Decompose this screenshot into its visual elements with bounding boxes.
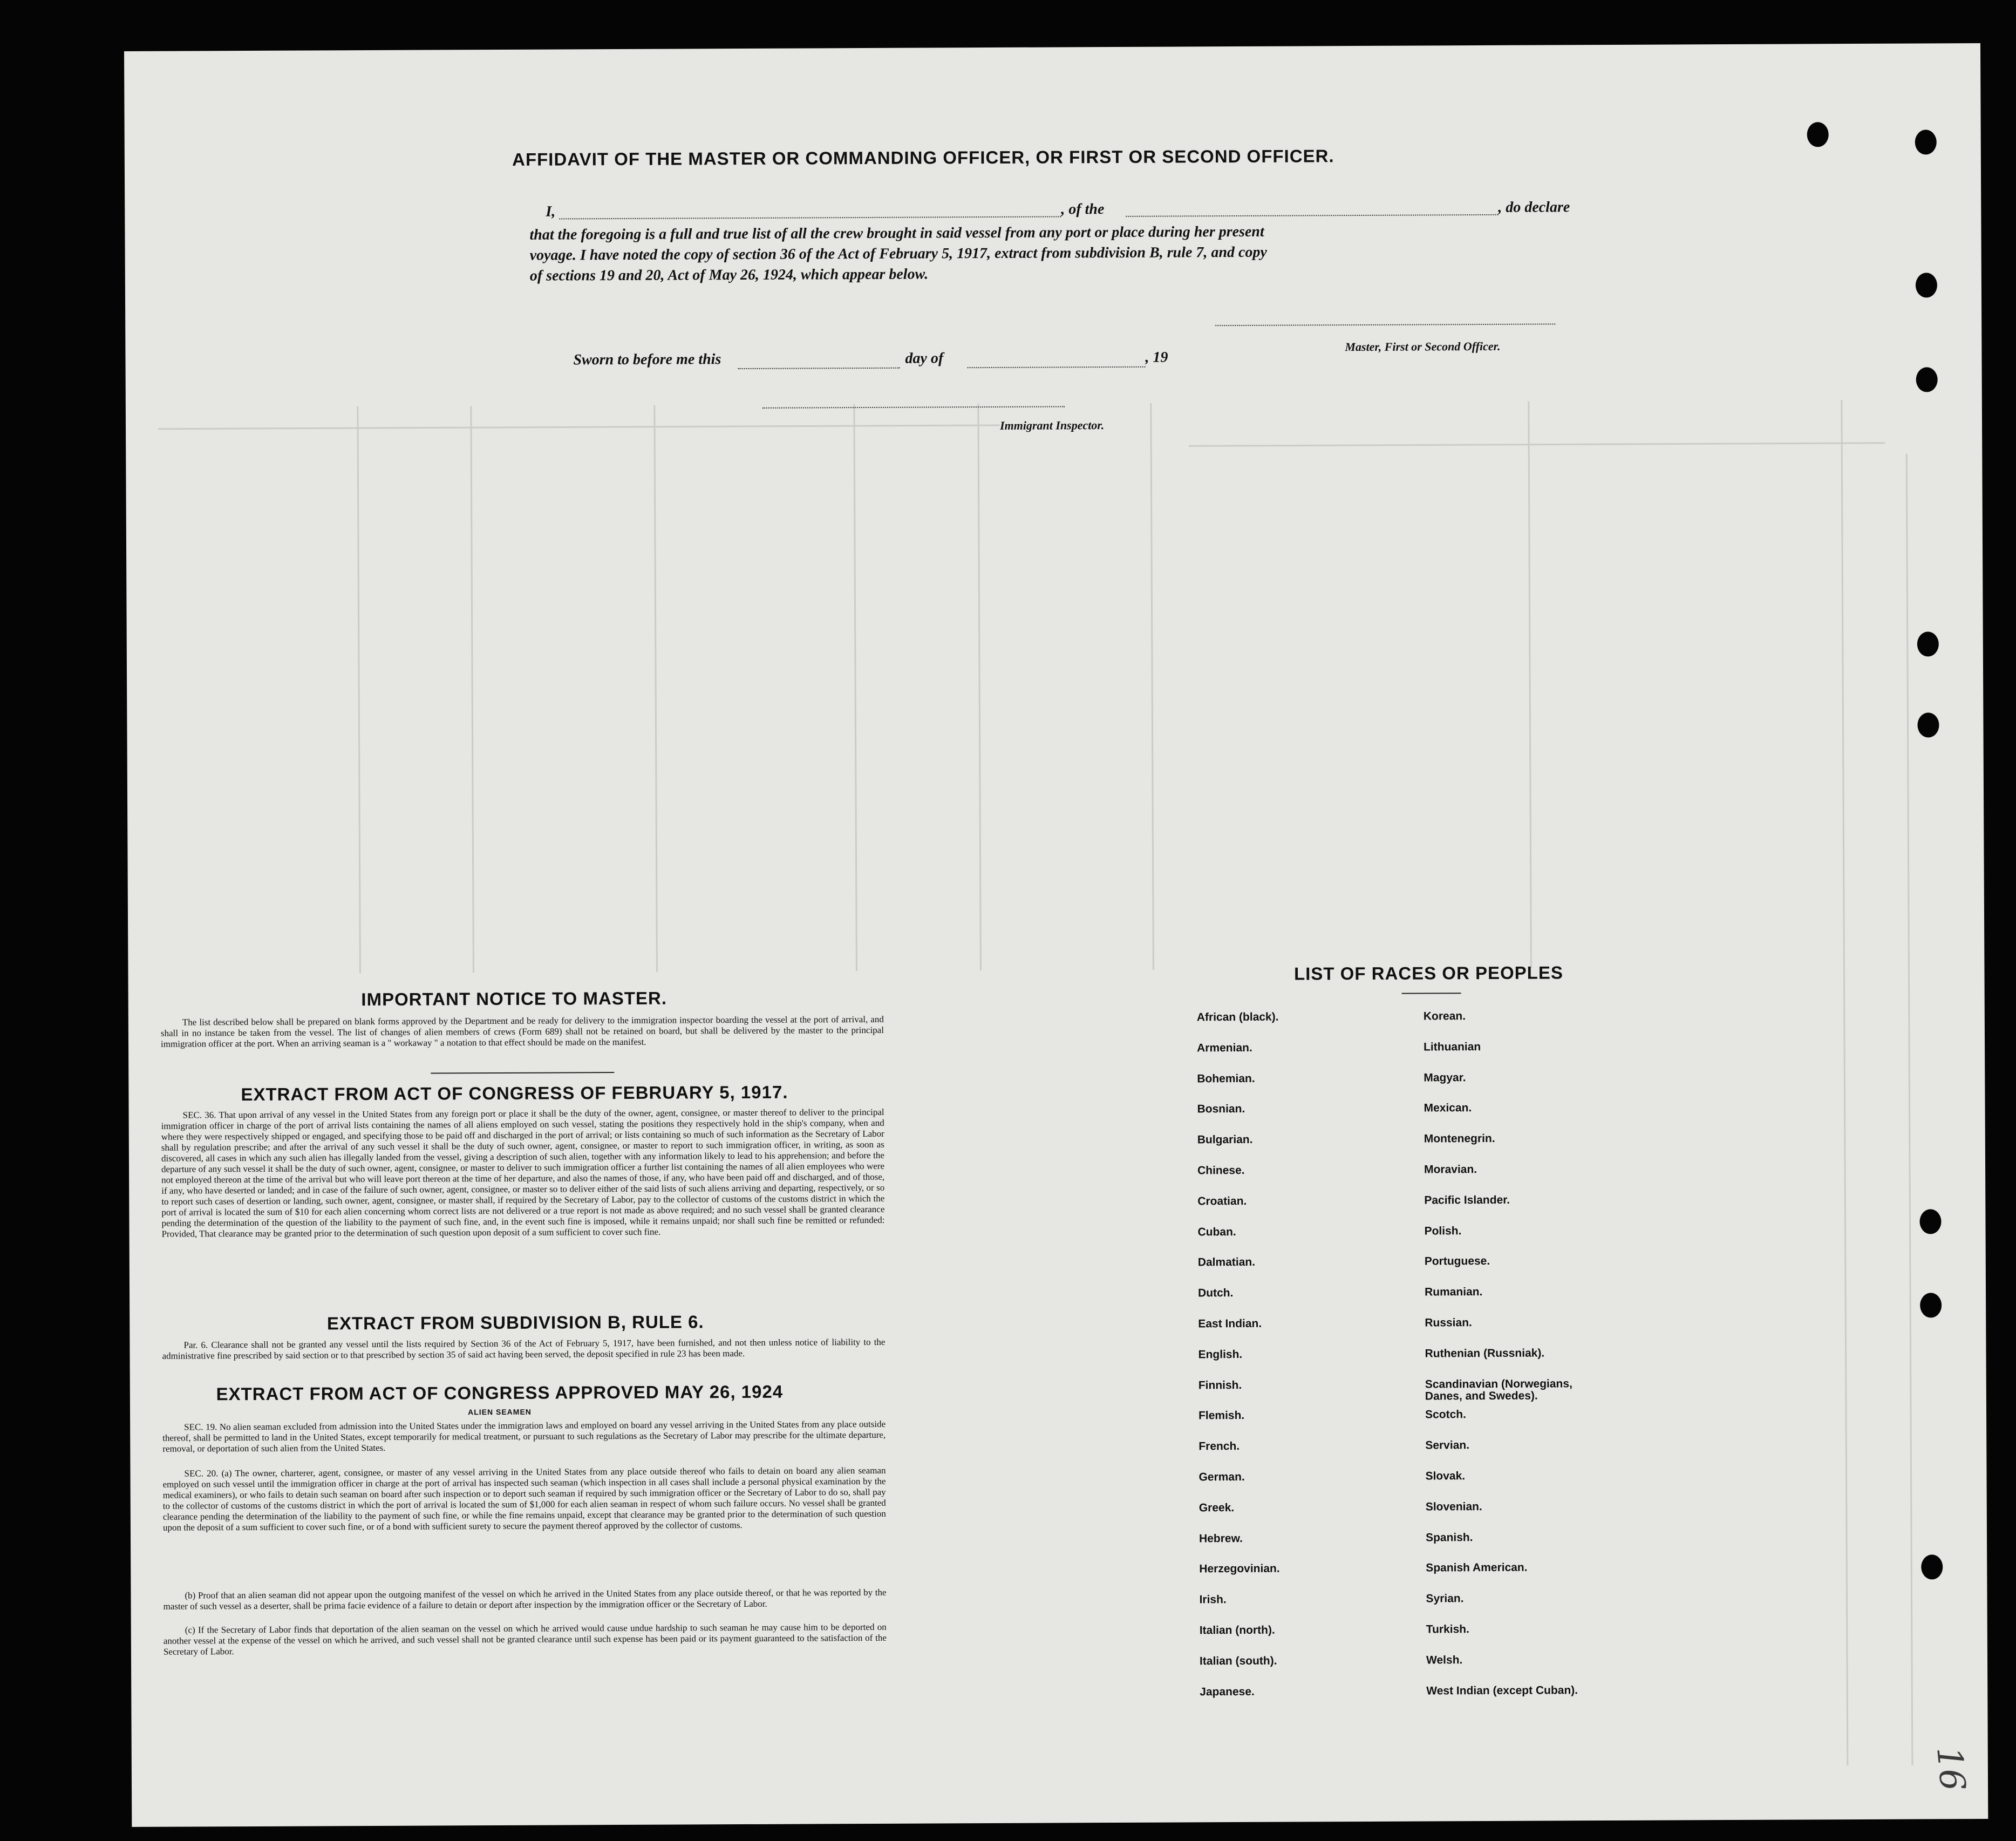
master-label: Master, First or Second Officer.	[1345, 339, 1501, 354]
race-item: Italian (north).	[1199, 1623, 1275, 1637]
race-item: Slovak.	[1425, 1470, 1466, 1483]
extract-1924-sec20a: SEC. 20. (a) The owner, charterer, agent, consignee, or master of any vessel arriving in the United States from any place outside thereof who fails to detain on board any alien seaman employed on such vessel until the immigration officer in charge at the port of arrival has inspected such seaman (which inspection in all cases shall include a personal physical examination by the medical examiners), or who fails to detain such seaman on board after such inspection or to deport such seaman if required by such immigration officer or the Secretary of Labor to do so, shall pay to the collector of customs of the customs district in which the port of arrival is located the sum of $1,000 for each alien seaman in respect of whom such failure occurs. No vessel shall be granted clearance pending the determination of the liability to the payment of such fine, or while the fine remains unpaid, except that clearance may be granted prior to the determination of such question upon the deposit of a sum sufficient to cover such fine, or of a bond with sufficient surety to secure the payment thereof approved by the collector of customs.	[162, 1465, 886, 1533]
race-item: Russian.	[1425, 1316, 1472, 1329]
race-item: West Indian (except Cuban).	[1426, 1683, 1578, 1697]
affiant-label: I,	[546, 203, 556, 220]
race-item: Korean.	[1423, 1010, 1466, 1023]
race-item: Polish.	[1424, 1224, 1462, 1238]
race-item: Spanish American.	[1426, 1561, 1528, 1574]
punch-hole	[1917, 631, 1939, 656]
races-title: LIST OF RACES OR PEOPLES	[1293, 962, 1563, 984]
race-item: Ruthenian (Russniak).	[1425, 1347, 1545, 1360]
race-item: Servian.	[1425, 1439, 1470, 1452]
punch-hole	[1807, 122, 1829, 147]
subdivision-title: EXTRACT FROM SUBDIVISION B, RULE 6.	[326, 1312, 704, 1334]
race-item: Armenian.	[1197, 1041, 1252, 1055]
affidavit-line-2: voyage. I have noted the copy of section 36 of the Act of February 5, 1917, extract from subdivision B, rule 7, and copy	[529, 243, 1267, 264]
race-item: Slovenian.	[1425, 1500, 1482, 1513]
sworn-label: Sworn to before me this	[573, 351, 721, 369]
race-item: French.	[1198, 1440, 1240, 1453]
notice-text: The list described below shall be prepared on blank forms approved by the Department and be ready for delivery to the immigration inspector boarding the vessel at the port of arrival, and shall in no instance be taken from the vessel. The list of changes of alien members of crews (Form 689) shall not be retained on board, but shall be delivered by the master to the principal immigration officer at the port. When an arriving seaman is a " workaway " a notation to that effect should be made on the manifest.	[160, 1014, 884, 1049]
race-item: Lithuanian	[1424, 1040, 1481, 1054]
punch-hole	[1921, 1554, 1943, 1579]
race-item: Bulgarian.	[1197, 1133, 1253, 1146]
of-the-label: , of the	[1061, 201, 1105, 218]
race-item: Dalmatian.	[1197, 1256, 1256, 1269]
day-of-label: day of	[905, 350, 944, 367]
race-item: Chinese.	[1197, 1164, 1245, 1177]
race-item: Hebrew.	[1198, 1532, 1243, 1545]
race-item: Herzegovinian.	[1199, 1563, 1280, 1575]
punch-hole	[1917, 712, 1939, 737]
race-item: Turkish.	[1426, 1623, 1469, 1636]
race-item: Scotch.	[1425, 1408, 1466, 1421]
race-item: Syrian.	[1426, 1592, 1464, 1605]
race-item: Welsh.	[1426, 1653, 1463, 1667]
punch-hole	[1915, 130, 1937, 154]
race-item: Mexican.	[1424, 1102, 1472, 1115]
extract-1917-title: EXTRACT FROM ACT OF CONGRESS OF FEBRUARY 5, 1917.	[241, 1082, 788, 1105]
document-page	[124, 43, 1988, 1827]
affidavit-title: AFFIDAVIT OF THE MASTER OR COMMANDING OFFICER, OR FIRST OR SECOND OFFICER.	[512, 146, 1334, 169]
subdivision-text: Par. 6. Clearance shall not be granted any vessel until the lists required by Section 36 of the Act of February 5, 1917, have been furnished, and not then unless notice of liability to the administrative fine prescribed by said section or to that prescribed by section 35 of said act having been served, the deposit specified in rule 23 has been made.	[162, 1336, 886, 1361]
race-item: African (black).	[1196, 1010, 1279, 1024]
race-item: Italian (south).	[1199, 1654, 1277, 1668]
punch-hole	[1919, 1209, 1941, 1234]
punch-hole	[1920, 1293, 1942, 1317]
race-item: Pacific Islander.	[1424, 1193, 1510, 1207]
do-declare-label: , do declare	[1498, 199, 1570, 216]
extract-1924-sec20c: (c) If the Secretary of Labor finds that deportation of the alien seaman on the vessel on which he arrived would cause undue hardship to such seaman he may cause him to be deported on another vessel at the expense of the vessel on which he arrived, and such vessel shall not be granted clearance until such expense has been paid or its payment guaranteed to the satisfaction of the Secretary of Labor.	[163, 1621, 887, 1657]
year-label: , 19	[1145, 349, 1168, 366]
race-item: English.	[1198, 1348, 1243, 1361]
race-item: Bosnian.	[1197, 1103, 1245, 1116]
race-item: Spanish.	[1425, 1531, 1473, 1544]
inspector-label: Immigrant Inspector.	[999, 418, 1105, 432]
race-item: Montenegrin.	[1424, 1132, 1495, 1145]
race-item: Greek.	[1198, 1501, 1235, 1514]
race-item: Moravian.	[1424, 1163, 1477, 1176]
extract-1917-text: SEC. 36. That upon arrival of any vessel in the United States from any foreign port or place it shall be the duty of the owner, agent, consignee, or master thereof to deliver to the principal immigration officer in charge of the port of arrival lists containing the names of all aliens employed on such vessel, stating the positions they respectively hold in the ship's company, when and where they were respectively shipped or engaged, and specifying those to be paid off and discharged in the port of arrival; or lists containing so much of such information as the Secretary of Labor shall by regulation prescribe; and after the arrival of any such vessel it shall be the duty of such owner, agent, consignee, or master to report to such immigration officer, in writing, as soon as discovered, all cases in which any such alien has illegally landed from the vessel, giving a description of such alien, together with any information likely to lead to his apprehension; and before the departure of any such vessel it shall be the duty of such owner, agent, consignee, or master to deliver to such immigration officer a further list containing the names of all alien employees who were not employed thereon at the time of the arrival but who will leave port thereon at the time of her departure, and also the names of those, if any, who have been paid off and discharged, and of those, if any, who have deserted or landed; and in case of the failure of such owner, agent, consignee, or master so to deliver either of the said lists of such aliens arriving and departing, respectively, or so to report such cases of desertion or landing, such owner, agent, consignee, or master shall, if required by the Secretary of Labor, pay to the collector of customs of the customs district in which the port of arrival is located the sum of $10 for each alien concerning whom correct lists are not delivered or a true report is not made as above required; and no such vessel shall be granted clearance pending the determination of the question of the liability to the payment of such fine, and, in the event such fine is imposed, while it remains unpaid; nor shall such fine be remitted or refunded: Provided, That clearance may be granted prior to the determination of such question upon deposit of a sum sufficient to cover such fine.	[161, 1106, 885, 1239]
affidavit-line-1: that the foregoing is a full and true list of all the crew brought in said vessel from any port or place during her present	[529, 223, 1264, 243]
race-item: Rumanian.	[1425, 1286, 1483, 1299]
punch-hole	[1916, 367, 1938, 392]
extract-1924-sec19: SEC. 19. No alien seaman excluded from admission into the United States under the immigration laws and employed on board any vessel arriving in the United States from any place outside thereof, shall be permitted to land in the United States, except temporarily for medical treatment, or pursuant to such regulations as the Secretary of Labor may prescribe for the ultimate departure, removal, or deportation of such alien from the United States.	[162, 1418, 886, 1454]
race-item: Cuban.	[1197, 1225, 1236, 1238]
race-item: Dutch.	[1198, 1287, 1234, 1300]
races-list	[1197, 1009, 1794, 1730]
race-item: East Indian.	[1198, 1317, 1262, 1330]
extract-1924-subtitle: ALIEN SEAMEN	[468, 1407, 532, 1417]
affidavit-line-3: of sections 19 and 20, Act of May 26, 1924, which appear below.	[529, 266, 929, 284]
race-item: Magyar.	[1424, 1071, 1466, 1084]
race-item: Bohemian.	[1197, 1072, 1255, 1085]
race-item: German.	[1198, 1470, 1245, 1484]
notice-title: IMPORTANT NOTICE TO MASTER.	[361, 988, 668, 1010]
race-item: Japanese.	[1200, 1685, 1255, 1698]
race-item: Finnish.	[1198, 1378, 1242, 1391]
race-item: Scandinavian (Norwegians, Danes, and Swedes).	[1425, 1377, 1572, 1403]
extract-1924-title: EXTRACT FROM ACT OF CONGRESS APPROVED MAY 26, 1924	[216, 1381, 784, 1404]
punch-hole	[1916, 273, 1937, 297]
race-item: Portuguese.	[1424, 1255, 1490, 1268]
race-item: Irish.	[1199, 1593, 1227, 1606]
races-right-column	[1424, 1009, 1761, 1716]
extract-1924-sec20b: (b) Proof that an alien seaman did not appear upon the outgoing manifest of the vessel on which he arrived in the United States from any place outside thereof, or that he was reported by the master of such vessel as a deserter, shall be prima facie evidence of a failure to detain or deport after inspection by the immigration officer or the Secretary of Labor.	[163, 1587, 887, 1612]
page-number: 16	[1929, 1745, 1973, 1793]
races-left-column	[1197, 1011, 1427, 1717]
race-item: Croatian.	[1197, 1194, 1247, 1208]
race-item: Flemish.	[1198, 1409, 1245, 1422]
